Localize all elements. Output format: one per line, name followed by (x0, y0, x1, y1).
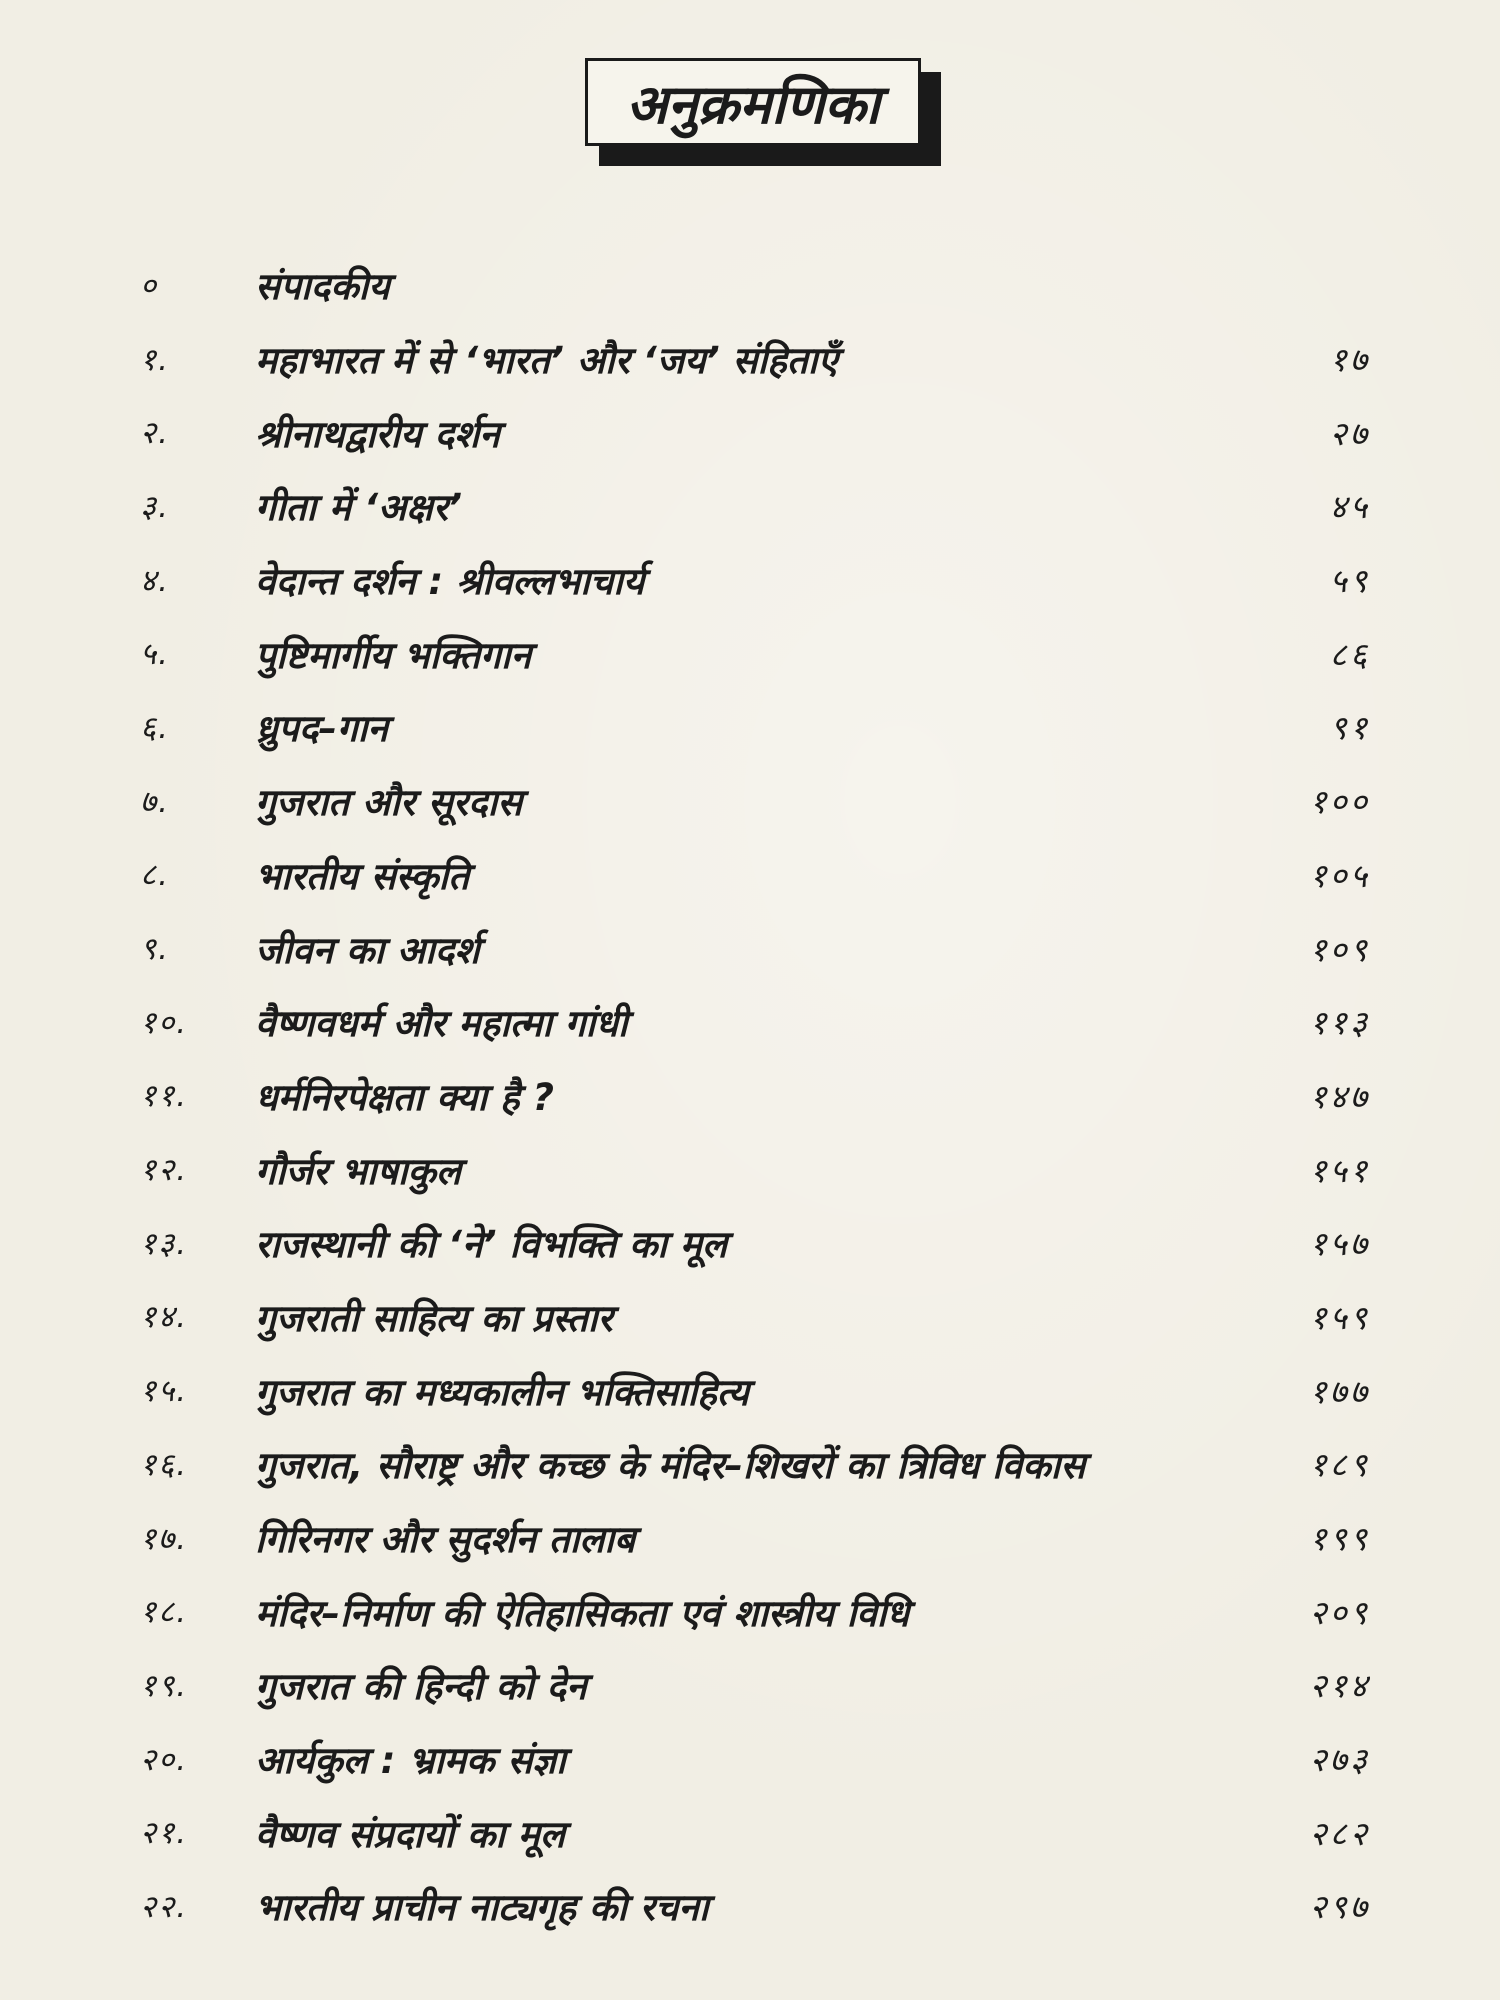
toc-entry-number: ३. (140, 488, 170, 525)
toc-entry-page-number: १५१ (1309, 1150, 1370, 1190)
toc-entry-number: १८. (140, 1594, 189, 1631)
toc-entry-page-number: २१४ (1309, 1666, 1370, 1706)
toc-entry-title: राजस्थानी की ‘ने’ विभक्ति का मूल (255, 1223, 728, 1267)
toc-entry-title: गीता में ‘अक्षर’ (255, 486, 463, 530)
toc-entry (140, 1427, 1370, 1501)
toc-entry-number: १०. (140, 1004, 189, 1041)
toc-entry-page-number: ५९ (1329, 561, 1370, 601)
toc-entry-number: १२. (140, 1152, 189, 1189)
toc-entry-page-number: २७३ (1309, 1740, 1370, 1780)
toc-entry (140, 1574, 1370, 1648)
toc-entry-title: भारतीय प्राचीन नाट्यगृह की रचना (255, 1886, 709, 1930)
toc-entry (140, 911, 1370, 985)
toc-entry (140, 1059, 1370, 1133)
toc-entry-page-number: १०० (1309, 782, 1370, 822)
toc-entry (140, 469, 1370, 543)
toc-entry-title: श्रीनाथद्वारीय दर्शन (255, 412, 500, 456)
toc-entry-number: ४. (140, 562, 170, 599)
toc-entry-title: जीवन का आदर्श (255, 928, 480, 972)
toc-entry (140, 322, 1370, 396)
toc-entry-title: वेदान्त दर्शन : श्रीवल्लभाचार्य (255, 560, 645, 604)
toc-entry-page-number: १७ (1329, 340, 1370, 380)
toc-entry-number: १५. (140, 1373, 189, 1410)
toc-entry-title: धर्मनिरपेक्षता क्या है ? (255, 1075, 554, 1119)
toc-entry-title: गुजरात और सूरदास (255, 781, 523, 825)
toc-entry-page-number: ८६ (1329, 634, 1370, 674)
toc-entry-page-number: २०९ (1309, 1592, 1370, 1632)
toc-entry-title: गुजराती साहित्य का प्रस्तार (255, 1296, 613, 1340)
toc-entry (140, 616, 1370, 690)
toc-entry-title: भारतीय संस्कृति (255, 854, 470, 898)
toc-entry-page-number: ४५ (1329, 487, 1370, 527)
toc-entry-number: ६. (140, 709, 170, 746)
toc-entry-title: संपादकीय (255, 265, 390, 309)
toc-entry (140, 985, 1370, 1059)
page-title: अनुक्रमणिका (585, 58, 921, 146)
toc-entry-number: २२. (140, 1888, 189, 1925)
toc-entry-title: गिरिनगर और सुदर्शन तालाब (255, 1518, 636, 1562)
toc-entry-number: १७. (140, 1520, 189, 1557)
toc-entry (140, 1206, 1370, 1280)
toc-entry-number: २०. (140, 1741, 189, 1778)
toc-entry-page-number: २८२ (1309, 1813, 1370, 1853)
toc-entry-title: पुष्टिमार्गीय भक्तिगान (255, 633, 532, 677)
toc-entry-number: ११. (140, 1078, 189, 1115)
toc-entry-title: वैष्णवधर्म और महात्मा गांधी (255, 1002, 628, 1046)
toc-entry-title: गुजरात, सौराष्ट्र और कच्छ के मंदिर–शिखरों का त्रिविध विकास (255, 1444, 1086, 1488)
toc-entry-title: गुजरात की हिन्दी को देन (255, 1665, 587, 1709)
toc-entry (140, 838, 1370, 912)
toc-entry-title: वैष्णव संप्रदायों का मूल (255, 1812, 566, 1856)
toc-entry (140, 1132, 1370, 1206)
toc-entry (140, 1501, 1370, 1575)
toc-entry-page-number: २७ (1329, 413, 1370, 453)
toc-entry-page-number: १७७ (1309, 1371, 1370, 1411)
toc-entry-page-number: १५७ (1309, 1224, 1370, 1264)
toc-entry-number: १४. (140, 1299, 189, 1336)
toc-entry-number: १. (140, 341, 170, 378)
toc-entry-page-number: १९९ (1309, 1519, 1370, 1559)
toc-entry (140, 1648, 1370, 1722)
table-of-contents (140, 248, 1370, 1943)
toc-entry-title: गौर्जर भाषाकुल (255, 1149, 461, 1193)
toc-entry (140, 248, 1370, 322)
toc-entry-page-number: २९७ (1309, 1887, 1370, 1927)
toc-entry-number: १३. (140, 1225, 189, 1262)
toc-entry-number: ८. (140, 857, 170, 894)
toc-entry-page-number: १०५ (1309, 855, 1370, 895)
toc-entry (140, 1869, 1370, 1943)
toc-entry (140, 1280, 1370, 1354)
toc-entry-number: १६. (140, 1446, 189, 1483)
toc-entry-title: महाभारत में से ‘भारत’ और ‘जय’ संहिताएँ (255, 339, 838, 383)
toc-entry (140, 764, 1370, 838)
toc-entry-title: ध्रुपद–गान (255, 707, 388, 751)
toc-entry-page-number: १४७ (1309, 1076, 1370, 1116)
toc-entry (140, 395, 1370, 469)
toc-entry-number: १९. (140, 1667, 189, 1704)
toc-entry-number: ७. (140, 783, 170, 820)
toc-entry-title: मंदिर–निर्माण की ऐतिहासिकता एवं शास्त्रीय विधि (255, 1591, 910, 1635)
toc-entry-title: गुजरात का मध्यकालीन भक्तिसाहित्य (255, 1370, 749, 1414)
toc-entry (140, 1353, 1370, 1427)
toc-entry-page-number: ९१ (1329, 708, 1370, 748)
toc-entry (140, 543, 1370, 617)
toc-entry (140, 1722, 1370, 1796)
toc-entry-title: आर्यकुल : भ्रामक संज्ञा (255, 1739, 566, 1783)
toc-entry-page-number: ११३ (1309, 1003, 1370, 1043)
heading-box (585, 58, 941, 166)
toc-entry-page-number: १०९ (1309, 929, 1370, 969)
toc-entry-page-number: १५९ (1309, 1297, 1370, 1337)
toc-entry-number: ० (140, 267, 159, 304)
toc-entry (140, 690, 1370, 764)
toc-entry-number: २१. (140, 1815, 189, 1852)
toc-entry-number: ९. (140, 931, 170, 968)
toc-entry (140, 1795, 1370, 1869)
toc-entry-page-number: १८९ (1309, 1445, 1370, 1485)
toc-entry-number: २. (140, 415, 170, 452)
toc-entry-number: ५. (140, 636, 170, 673)
